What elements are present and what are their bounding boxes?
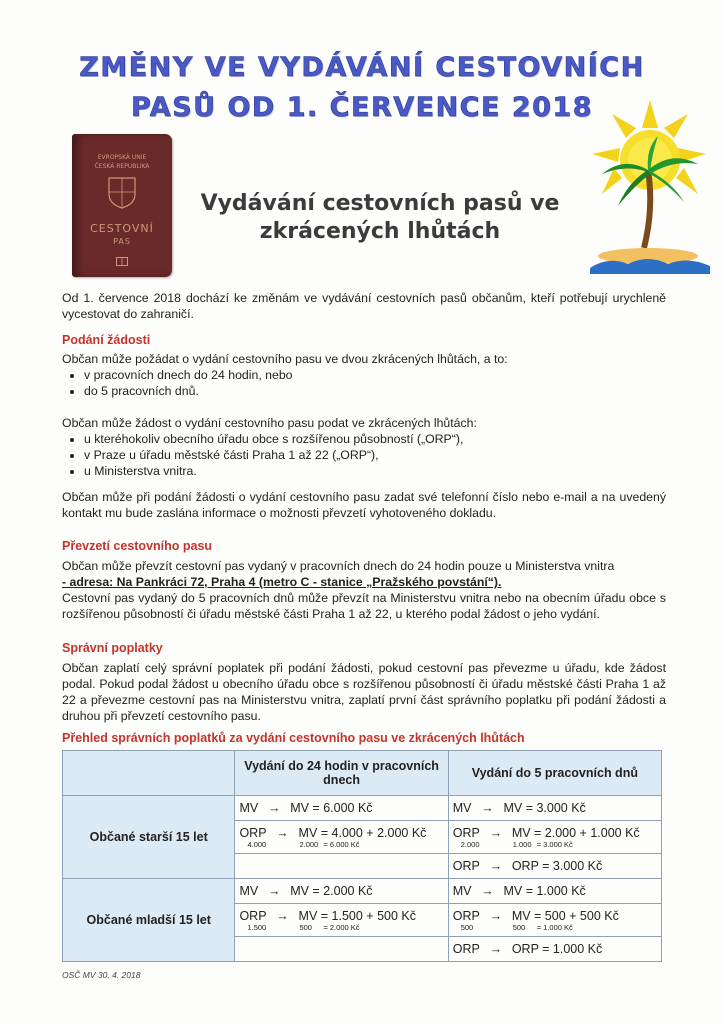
section2-text1: Občan může převzít cestovní pas vydaný v pracovních dnech do 24 hodin pouze u Ministerstva vnitra: [62, 559, 615, 573]
arrow-icon: →: [489, 908, 503, 923]
fee-cell: ORP → MV = 2.000 + 1.000 Kč 2.000 1.000 = 3.000 Kč: [448, 821, 661, 854]
header-empty-cell: [63, 751, 235, 796]
section2-text2: Cestovní pas vydaný do 5 pracovních dnů může převzít na Ministerstvu vnitra nebo na obecním úřadu obce s rozšířenou působností či úřadu městské části Praha 1 až 22, u kterého podal žádost o jeho vydání.: [62, 591, 666, 621]
group-label-under15: Občané mladší 15 let: [63, 879, 235, 962]
passport-text-3: CESTOVNÍ: [90, 222, 154, 235]
fee-cell: MV → MV = 1.000 Kč: [448, 879, 661, 904]
section1-text3: Občan může při podání žádosti o vydání cestovního pasu zadat své telefonní číslo nebo e-mail a na uvedený kontakt mu bude zaslána informace o možnosti převzetí vyhotoveného dokladu.: [62, 490, 666, 520]
fee-cell: MV → MV = 3.000 Kč: [448, 796, 661, 821]
table-row: [63, 796, 662, 821]
arrow-icon: →: [267, 883, 281, 898]
arrow-icon: →: [276, 825, 289, 840]
office-list: [66, 431, 463, 479]
section2-text: [62, 558, 666, 622]
section3-text: Občan zaplatí celý správní poplatek při podání žádosti, pokud cestovní pas převezme u úřadu, kde žádost podal. Pokud podal žádost u obecního úřadu obce s rozšířenou působností či úřadu městské části Praha 1 až 22 a převezme cestovní pas na Ministerstvu vnitra, zaplatí první část správního poplatku při podání žádosti a druhou při převzetí cestovního pasu.: [62, 661, 666, 723]
passport-text-4: PAS: [113, 237, 131, 246]
fee-cell: ORP → ORP = 1.000 Kč: [448, 937, 661, 962]
fee-cell-empty: [235, 854, 448, 879]
arrow-icon: →: [276, 908, 289, 923]
list-item: • v Praze u úřadu městské části Praha 1 až 22 („ORP“),: [84, 447, 463, 463]
fees-table: [62, 750, 662, 962]
fee-cell: ORP → MV = 4.000 + 2.000 Kč 4.000 2.000 = 6.000 Kč: [235, 821, 448, 854]
heading-podani-zadosti: Podání žádosti: [62, 333, 151, 347]
intro-paragraph: Od 1. července 2018 dochází ke změnám ve vydávání cestovních pasů občanům, kteří potřebují urychleně vycestovat do zahraničí.: [62, 291, 666, 321]
header-5days: Vydání do 5 pracovních dnů: [448, 751, 661, 796]
fee-cell: ORP → ORP = 3.000 Kč: [448, 854, 661, 879]
header-24h: Vydání do 24 hodin v pracovních dnech: [235, 751, 448, 796]
heading-fees-overview: Přehled správních poplatků za vydání cestovního pasu ve zkrácených lhůtách: [62, 731, 525, 745]
arrow-icon: →: [481, 800, 494, 815]
ministry-address: - adresa: Na Pankráci 72, Praha 4 (metro C - stanice „Pražského povstání“).: [62, 575, 502, 589]
fee-cell: MV → MV = 6.000 Kč: [235, 796, 448, 821]
sun-palm-illustration-icon: [588, 98, 712, 274]
section1-text1: Občan může požádat o vydání cestovního pasu ve dvou zkrácených lhůtách, a to:: [62, 352, 508, 366]
heading-spravni-poplatky: Správní poplatky: [62, 641, 163, 655]
list-item: • u Ministerstva vnitra.: [84, 463, 463, 479]
list-item: • u kteréhokoliv obecního úřadu obce s rozšířenou působností („ORP“),: [84, 431, 463, 447]
passport-text-1: EVROPSKÁ UNIE: [97, 154, 147, 161]
page-title-line1: ZMĚNY VE VYDÁVÁNÍ CESTOVNÍCH: [79, 52, 645, 83]
fee-cell-empty: [235, 937, 448, 962]
table-header-row: [63, 751, 662, 796]
page-title-line2: PASŮ OD 1. ČERVENCE 2018: [131, 92, 593, 123]
arrow-icon: →: [481, 883, 494, 898]
deadline-list: [66, 367, 293, 399]
list-item: • v pracovních dnech do 24 hodin, nebo: [84, 367, 293, 383]
fee-cell: ORP → MV = 1.500 + 500 Kč 1.500 500 = 2.000 Kč: [235, 904, 448, 937]
subtitle-line1: Vydávání cestovních pasů ve: [200, 191, 560, 216]
group-label-over15: Občané starší 15 let: [63, 796, 235, 879]
arrow-icon: →: [489, 941, 503, 956]
arrow-icon: →: [489, 858, 503, 873]
fee-cell: MV → MV = 2.000 Kč: [235, 879, 448, 904]
arrow-icon: →: [489, 825, 503, 840]
footer-note: OSČ MV 30. 4. 2018: [62, 970, 141, 980]
arrow-icon: →: [267, 800, 281, 815]
list-item: • do 5 pracovních dnů.: [84, 383, 293, 399]
subtitle-line2: zkrácených lhůtách: [259, 219, 501, 244]
fee-cell: ORP → MV = 500 + 500 Kč 500 500 = 1.000 Kč: [448, 904, 661, 937]
passport-image: [72, 134, 172, 277]
coat-of-arms-icon: [107, 176, 137, 210]
heading-prevzeti-pasu: Převzetí cestovního pasu: [62, 539, 213, 553]
chip-icon: [116, 257, 128, 266]
passport-text-2: ČESKÁ REPUBLIKA: [94, 163, 150, 170]
section1-text2: Občan může žádost o vydání cestovního pasu podat ve zkrácených lhůtách:: [62, 416, 477, 430]
table-row: [63, 879, 662, 904]
